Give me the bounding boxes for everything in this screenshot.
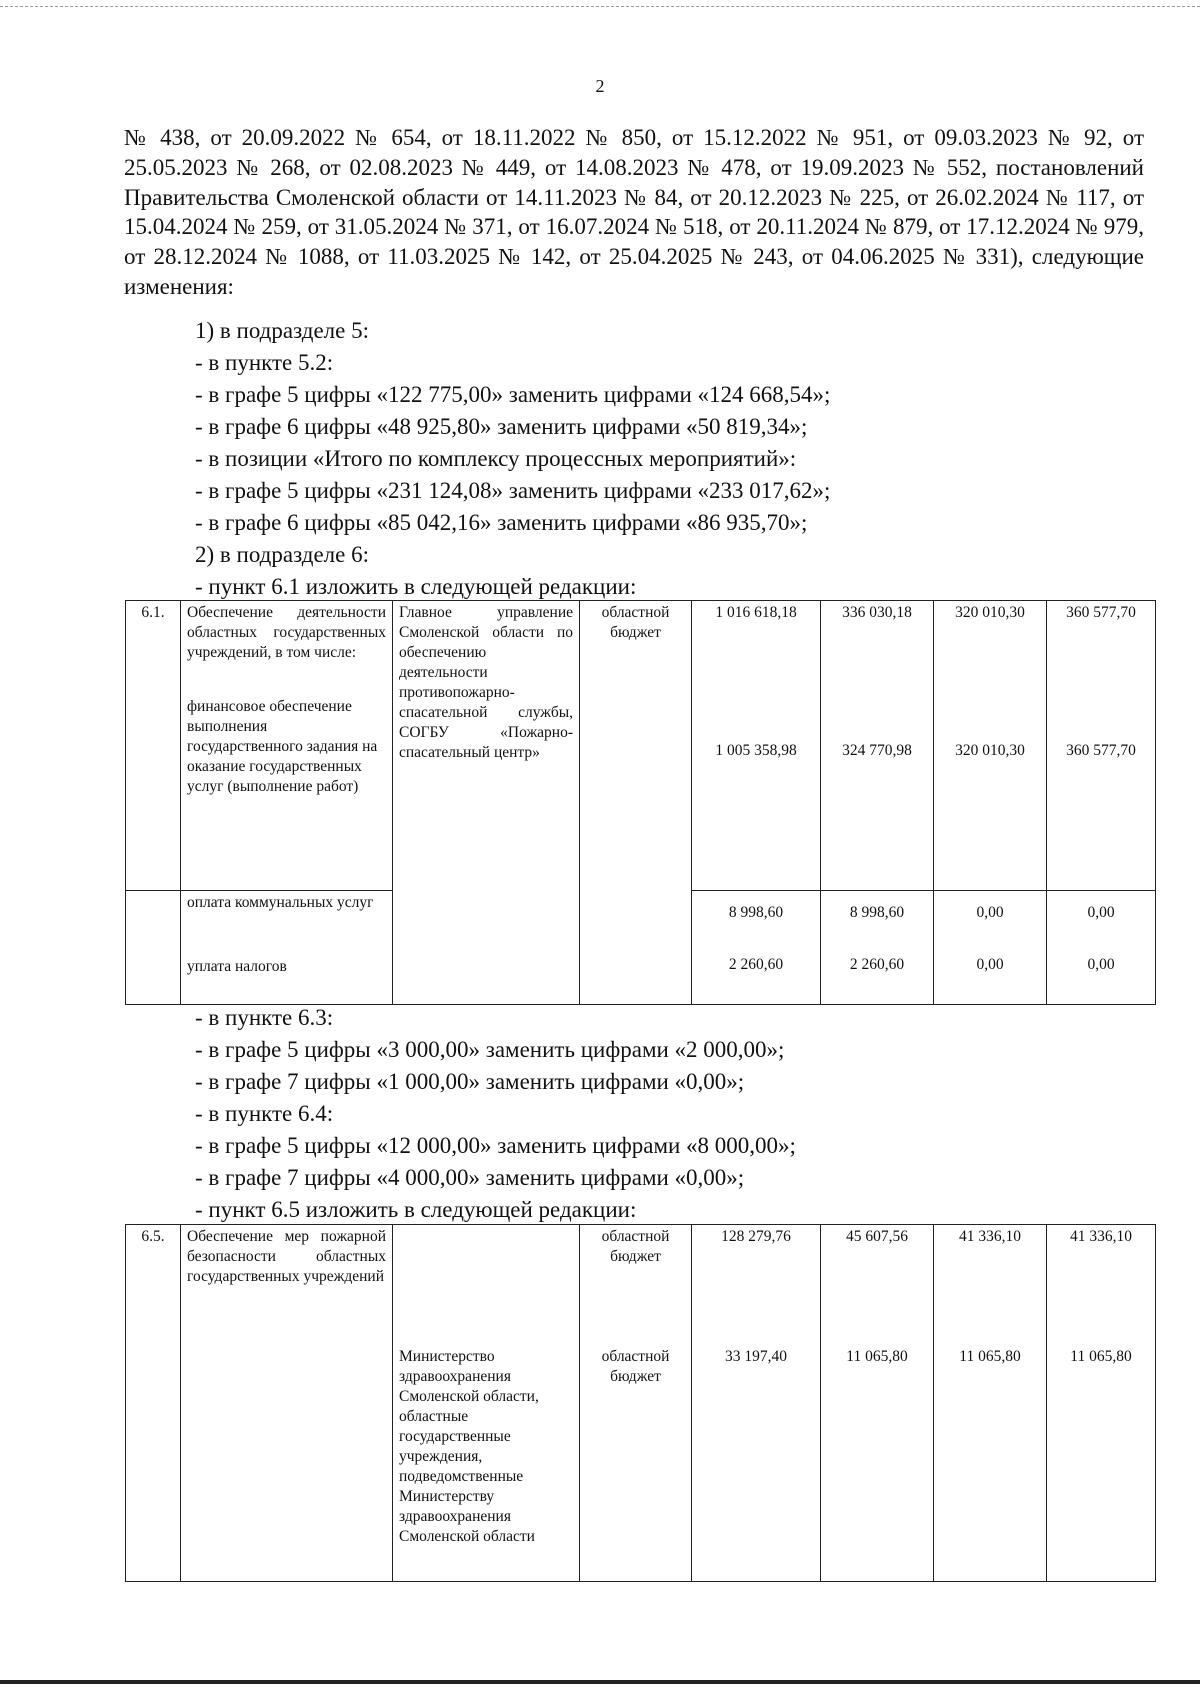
value: 0,00 — [1047, 947, 1156, 1005]
table-item-6-5 — [125, 1224, 1156, 1582]
value: 128 279,76 — [692, 1225, 821, 1345]
list-item: - пункт 6.5 изложить в следующей редакции: — [195, 1197, 637, 1222]
funding-source: областной бюджет — [580, 601, 692, 1005]
value: 0,00 — [934, 947, 1047, 1005]
bottom-scan-border — [0, 1680, 1200, 1684]
value: 8 998,60 — [821, 891, 934, 947]
value: 11 065,80 — [821, 1345, 934, 1582]
list-item: - в графе 5 цифры «12 000,00» заменить цифрами «8 000,00»; — [195, 1133, 796, 1158]
list-item: - в пункте 6.4: — [195, 1101, 334, 1126]
list-item: - в графе 5 цифры «3 000,00» заменить цифрами «2 000,00»; — [195, 1037, 785, 1062]
list-item: - в позиции «Итого по комплексу процессных мероприятий»: — [195, 446, 797, 471]
list-item: - в пункте 6.3: — [195, 1005, 334, 1030]
total-value: 360 577,70 — [1066, 604, 1136, 621]
list-item: - в графе 6 цифры «85 042,16» заменить цифрами «86 935,70»; — [195, 510, 808, 535]
item-name: Обеспечение мер пожарной безопасности областных государственных учреждений — [181, 1225, 393, 1582]
value: 2 260,60 — [692, 947, 821, 1005]
list-item: 2) в подразделе 6: — [195, 542, 369, 567]
value-cell — [934, 601, 1047, 891]
value: 8 998,60 — [692, 891, 821, 947]
value: 0,00 — [1047, 891, 1156, 947]
item-name: Обеспечение деятельности областных государственных учреждений, в том числе: — [187, 604, 386, 661]
executor: Министерство здравоохранения Смоленской области, областные государственные учреждения, подведомственные Министерству здравоохранения Смоленской области — [393, 1345, 580, 1582]
item-subname: финансовое обеспечение выполнения государственного задания на оказание государственных услуг (выполнение работ) — [187, 698, 378, 795]
row-label: оплата коммунальных услуг — [181, 891, 393, 947]
page-number: 2 — [595, 76, 605, 96]
list-item: - в графе 5 цифры «231 124,08» заменить цифрами «233 017,62»; — [195, 478, 831, 503]
sub-value: 360 577,70 — [1066, 742, 1136, 759]
top-scan-border — [0, 6, 1200, 7]
funding-source: областной бюджет — [580, 1225, 692, 1345]
sub-value: 324 770,98 — [842, 742, 912, 759]
amendments-list-2 — [195, 1002, 796, 1226]
item-number: 6.5. — [126, 1225, 181, 1582]
value-cell — [692, 601, 821, 891]
list-item: - пункт 6.1 изложить в следующей редакции: — [195, 574, 637, 599]
list-item: - в пункте 5.2: — [195, 350, 334, 375]
sub-value: 320 010,30 — [955, 742, 1025, 759]
list-item: 1) в подразделе 5: — [195, 318, 369, 343]
value-cell — [1047, 601, 1156, 891]
value: 0,00 — [934, 891, 1047, 947]
row-label: уплата налогов — [181, 947, 393, 1005]
funding-source: областной бюджет — [580, 1345, 692, 1582]
value: 2 260,60 — [821, 947, 934, 1005]
item-number: 6.1. — [126, 601, 181, 891]
value: 41 336,10 — [934, 1225, 1047, 1345]
sub-value: 1 005 358,98 — [715, 742, 797, 759]
total-value: 1 016 618,18 — [715, 604, 797, 621]
total-value: 320 010,30 — [955, 604, 1025, 621]
item-name-cell — [181, 601, 393, 891]
intro-paragraph: № 438, от 20.09.2022 № 654, от 18.11.2022 № 850, от 15.12.2022 № 951, от 09.03.2023 № 92, от 25.05.2023 № 268, от 02.08.2023 № 449, от 14.08.2023 № 478, от 19.09.2023 № 552, постановлений Правительства Смоленской области от 14.11.2023 № 84, от 20.12.2023 № 225, от 26.02.2024 № 117, от 15.04.2024 № 259, от 31.05.2024 № 371, от 16.07.2024 № 518, от 20.11.2024 № 879, от 17.12.2024 № 979, от 28.12.2024 № 1088, от 11.03.2025 № 142, от 25.04.2025 № 243, от 04.06.2025 № 331), следующие изменения: — [124, 125, 1144, 299]
list-item: - в графе 7 цифры «1 000,00» заменить цифрами «0,00»; — [195, 1069, 745, 1094]
amendments-list-1 — [195, 315, 830, 603]
value: 33 197,40 — [692, 1345, 821, 1582]
list-item: - в графе 6 цифры «48 925,80» заменить цифрами «50 819,34»; — [195, 414, 808, 439]
list-item: - в графе 5 цифры «122 775,00» заменить цифрами «124 668,54»; — [195, 382, 831, 407]
list-item: - в графе 7 цифры «4 000,00» заменить цифрами «0,00»; — [195, 1165, 745, 1190]
total-value: 336 030,18 — [842, 604, 912, 621]
value-cell — [821, 601, 934, 891]
value: 45 607,56 — [821, 1225, 934, 1345]
value: 11 065,80 — [1047, 1345, 1156, 1582]
executor — [393, 1225, 580, 1345]
table-item-6-1 — [125, 600, 1156, 1005]
executor: Главное управление Смоленской области по обеспечению деятельности противопожарно-спасательной службы, СОГБУ «Пожарно-спасательный центр» — [393, 601, 580, 1005]
blank-cell — [126, 891, 181, 1005]
value: 11 065,80 — [934, 1345, 1047, 1582]
value: 41 336,10 — [1047, 1225, 1156, 1345]
